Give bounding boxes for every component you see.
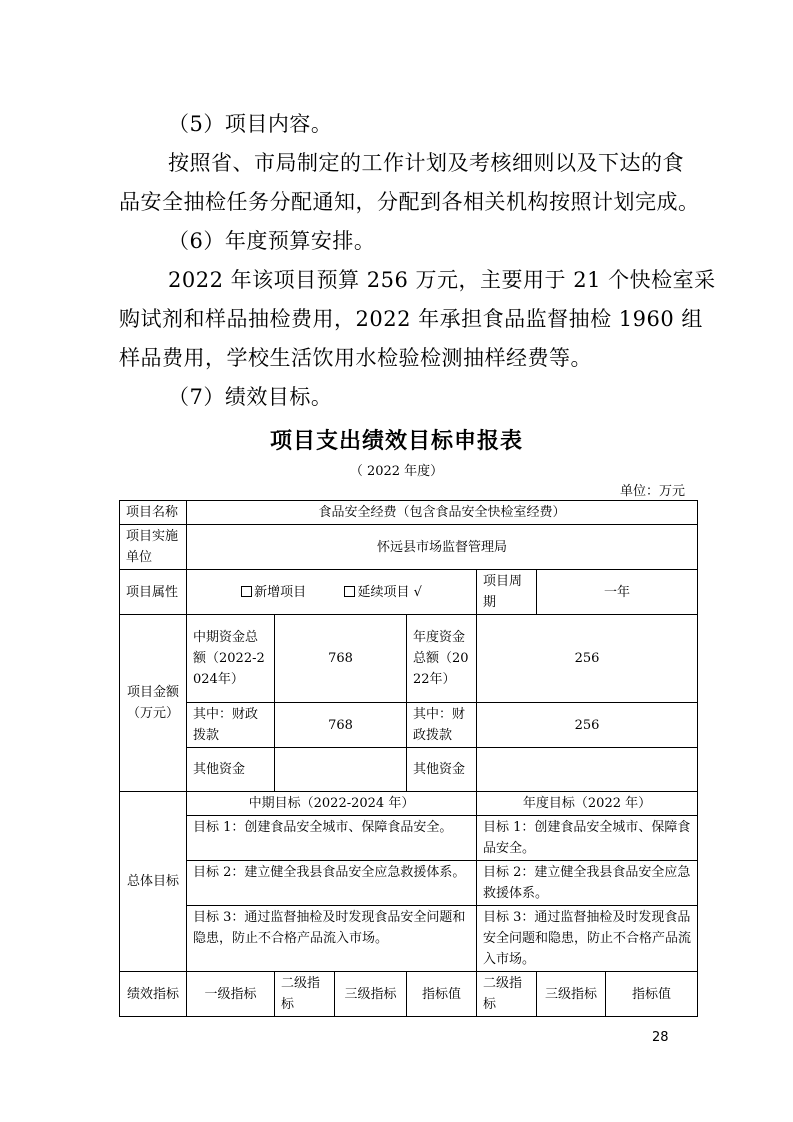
- mid-fiscal-value: 768: [275, 703, 407, 748]
- section-6-text-line1: 2022 年该项目预算 256 万元，主要用于 21 个快检室采: [168, 268, 716, 292]
- mid-fiscal-label: 其中：财政拨款: [187, 703, 275, 748]
- project-attribute-label: 项目属性: [120, 570, 187, 615]
- year-other-label: 其他资金: [407, 748, 477, 792]
- form-unit: 单位：万元: [619, 484, 685, 499]
- year-fiscal-label: 其中：财政拨款: [407, 703, 477, 748]
- section-7-heading: （7）绩效目标。: [168, 385, 333, 409]
- project-period-label: 项目周期: [477, 570, 537, 615]
- year-goal-3: 目标 3：通过监督抽检及时发现食品安全问题和隐患，防止不合格产品流入市场。: [477, 906, 698, 972]
- attribute-continue: 延续项目 √: [357, 584, 422, 600]
- implementing-unit-label: 项目实施单位: [120, 525, 187, 570]
- year-level3-indicator-header: 三级指标: [537, 972, 606, 1017]
- section-5-text-line1: 按照省、市局制定的工作计划及考核细则以及下达的食: [168, 151, 684, 175]
- form-title: 项目支出绩效目标申报表: [269, 428, 523, 454]
- year-indicator-value-header: 指标值: [606, 972, 698, 1017]
- section-5-heading: （5）项目内容。: [168, 112, 333, 136]
- overall-goal-label: 总体目标: [120, 792, 187, 972]
- indicator-value-header: 指标值: [407, 972, 477, 1017]
- checkbox-icon: [344, 586, 355, 597]
- mid-total-label: 中期资金总额（2022-2024年）: [187, 615, 275, 703]
- checkbox-icon: [241, 586, 252, 597]
- mid-other-value: [275, 748, 407, 792]
- year-level2-indicator-header: 二级指标: [477, 972, 537, 1017]
- form-subtitle: （ 2022 年度）: [349, 464, 444, 479]
- section-6-heading: （6）年度预算安排。: [168, 229, 376, 253]
- mid-total-value: 768: [275, 615, 407, 703]
- project-period-value: 一年: [537, 570, 698, 615]
- mid-goal-header: 中期目标（2022-2024 年）: [187, 792, 477, 816]
- section-6-text-line2: 购试剂和样品抽检费用，2022 年承担食品监督抽检 1960 组: [119, 307, 703, 331]
- mid-other-label: 其他资金: [187, 748, 275, 792]
- year-goal-2: 目标 2：建立健全我县食品安全应急救援体系。: [477, 861, 698, 906]
- year-goal-header: 年度目标（2022 年）: [477, 792, 698, 816]
- implementing-unit-value: 怀远县市场监督管理局: [187, 525, 698, 570]
- mid-goal-1: 目标 1：创建食品安全城市、保障食品安全。: [187, 816, 477, 861]
- section-6-text-line3: 样品费用，学校生活饮用水检验检测抽样经费等。: [119, 346, 592, 370]
- year-total-value: 256: [477, 615, 698, 703]
- project-name-value: 食品安全经费（包含食品安全快检室经费）: [187, 501, 698, 525]
- year-total-label: 年度资金总额（2022年）: [407, 615, 477, 703]
- year-fiscal-value: 256: [477, 703, 698, 748]
- page-number: 28: [652, 1030, 669, 1045]
- year-other-value: [477, 748, 698, 792]
- attribute-new: 新增项目: [254, 584, 307, 600]
- performance-indicator-label: 绩效指标: [120, 972, 187, 1017]
- section-5-text-line2: 品安全抽检任务分配通知，分配到各相关机构按照计划完成。: [119, 190, 700, 214]
- project-name-label: 项目名称: [120, 501, 187, 525]
- level1-indicator-header: 一级指标: [187, 972, 275, 1017]
- mid-goal-2: 目标 2：建立健全我县食品安全应急救援体系。: [187, 861, 477, 906]
- project-attribute-options: [187, 570, 477, 615]
- level3-indicator-header: 三级指标: [335, 972, 407, 1017]
- year-goal-1: 目标 1：创建食品安全城市、保障食品安全。: [477, 816, 698, 861]
- mid-goal-3: 目标 3：通过监督抽检及时发现食品安全问题和隐患，防止不合格产品流入市场。: [187, 906, 477, 972]
- project-amount-label: 项目金额（万元）: [120, 615, 187, 792]
- performance-target-table: [119, 500, 698, 1017]
- level2-indicator-header: 二级指标: [275, 972, 335, 1017]
